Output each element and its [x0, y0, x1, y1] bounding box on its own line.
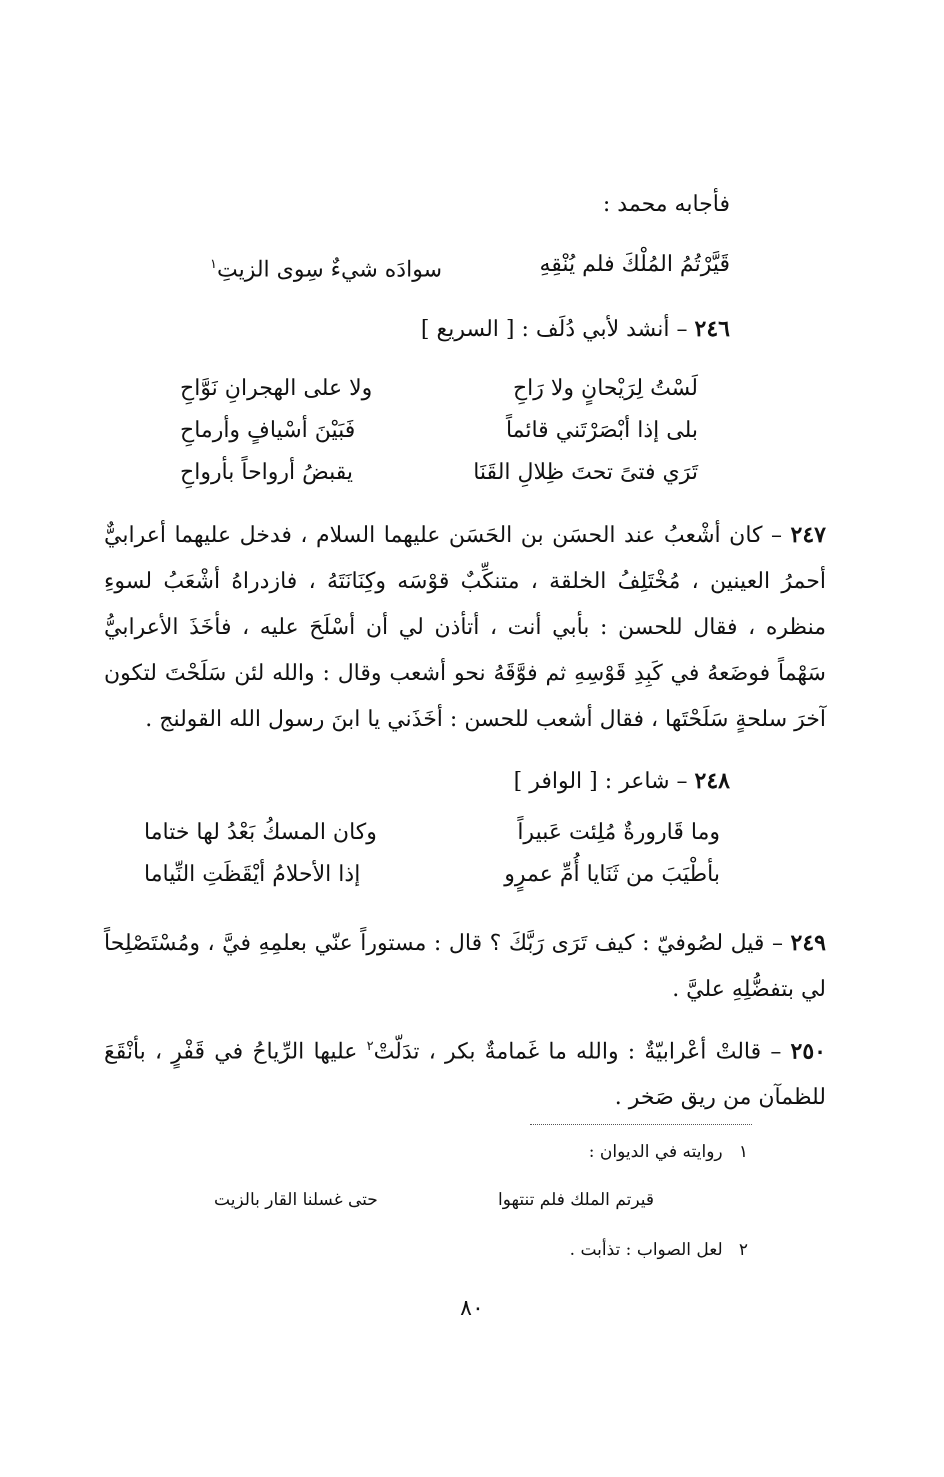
entry-text: أنشد لأبي دُلَف : [ السريع ] [420, 317, 670, 342]
hemistich-first: لَسْتُ لِرَيْحانٍ ولا رَاحِ [512, 376, 698, 401]
section-249 [104, 920, 826, 1013]
hemistich-first: بلى إذا أبْصَرْتَني قائماً [505, 418, 698, 443]
entry-number: ٢٤٨ [694, 768, 730, 794]
intro-line: فأجابه محمد : [602, 192, 730, 217]
hemistich-first: بأطْيَبَ من ثَنَايا أُمِّ عمرٍو [504, 862, 720, 887]
dash: – [772, 931, 783, 956]
hemistich-second: وكان المسكُ بَعْدُ لها ختاما [144, 820, 377, 845]
verse-248-2 [144, 860, 720, 890]
verse-intro [210, 250, 730, 285]
section-247 [104, 512, 826, 743]
verse-246-1 [180, 374, 698, 404]
section-248-heading [514, 766, 730, 797]
entry-text: كان أشْعبُ عند الحسَن بن الحَسَن عليهما السلام ، فدخل عليهما أعرابيٌّ أحمرُ العينين ، مُخْتَلِفُ الخلقة ، متنكِّبٌ قوْسَه وكِنَانَتَهُ ، فازدراهُ أشْعَبُ لسوءِ منظره ، فقال للحسن : بأبي أنت ، أتأذن لي أن أسْلَحَ عليه ، فأخَذَ الأعرابيُّ سَهْماً فوضَعهُ في كَبِدِ قَوْسِهِ ثم فوَّقَهُ نحو أشعب وقال : والله لئن سَلَحْتَ لتكون آخرَ سلحةٍ سَلَحْتَها ، فقال أشعب للحسن : أخَذَني يا ابنَ رسول الله القولنج . [104, 523, 826, 732]
entry-text: قيل لصُوفيّ : كيف تَرَى رَبَّكَ ؟ قال : مستوراً عنّي بعلمِهِ فيَّ ، ومُسْتَصْلِحاً لي بتفضُّلِهِ عليَّ . [104, 931, 826, 1002]
hemistich-second: فَبَيْنَ أسْيافٍ وأرماحِ [180, 418, 356, 443]
hemistich-second: يقبضُ أرواحاً بأرواحِ [180, 460, 353, 485]
entry-number: ٢٤٦ [694, 316, 730, 342]
entry-text-b: عليها الرِّياحُ في قَفْرٍ ، بأنْقَعَ للظمآن من ريق صَخر . [104, 1039, 826, 1111]
entry-number: ٢٤٧ [790, 522, 826, 548]
footnote-2 [570, 1238, 748, 1262]
footnote-mark: ٢ [366, 1039, 374, 1054]
hemistich-second: ولا على الهجرانِ نَوَّاحِ [180, 376, 373, 401]
hemistich-second: إذا الأحلامُ أيْقَظَتِ النِّياما [144, 862, 361, 887]
verse-248-1 [144, 818, 720, 848]
footnote-number: ٢ [738, 1240, 748, 1260]
verse-246-2 [180, 416, 698, 446]
entry-number: ٢٤٩ [790, 930, 826, 956]
hemistich-first: وما قَارورةٌ مُلِئت عَبيراً [517, 820, 720, 845]
entry-text-a: قالتْ أعْرابيّةٌ : والله ما غَمامةٌ بكر ، تدَلّتْ [373, 1039, 762, 1065]
footnote-1 [589, 1140, 748, 1164]
hemistich-second: حتى غسلنا القار بالزيت [214, 1190, 378, 1210]
section-246-heading [421, 314, 730, 345]
entry-text: شاعر : [ الوافر ] [513, 769, 670, 794]
footnote-mark: ١ [210, 257, 217, 272]
dash: – [676, 317, 688, 342]
hemistich-second: سوادَه شيءٌ سِوى الزيتِ$^١$ [210, 257, 443, 283]
dash: – [676, 769, 688, 794]
verse-246-3 [180, 458, 698, 488]
footnote-text: لعل الصواب : تذأبت . [569, 1240, 723, 1260]
footnote-separator [530, 1124, 752, 1125]
footnote-text: روايته في الديوان : [588, 1142, 723, 1162]
dash: – [771, 523, 783, 548]
dash: – [770, 1039, 782, 1065]
footnote-1-verse [214, 1188, 654, 1212]
footnote-number: ١ [738, 1142, 748, 1162]
page-number: ٨٠ [460, 1296, 484, 1321]
hemistich-first: قيرتم الملك فلم تنتهوا [498, 1190, 654, 1210]
section-250 [104, 1024, 826, 1121]
hemistich-first: تَرَي فتىً تحتَ ظِلالِ القَنَا [473, 460, 698, 485]
hemistich-first: قَيَّرْتُمُ المُلْكَ فلم يُنْقِهِ [539, 252, 730, 277]
entry-number: ٢٥٠ [790, 1038, 826, 1065]
